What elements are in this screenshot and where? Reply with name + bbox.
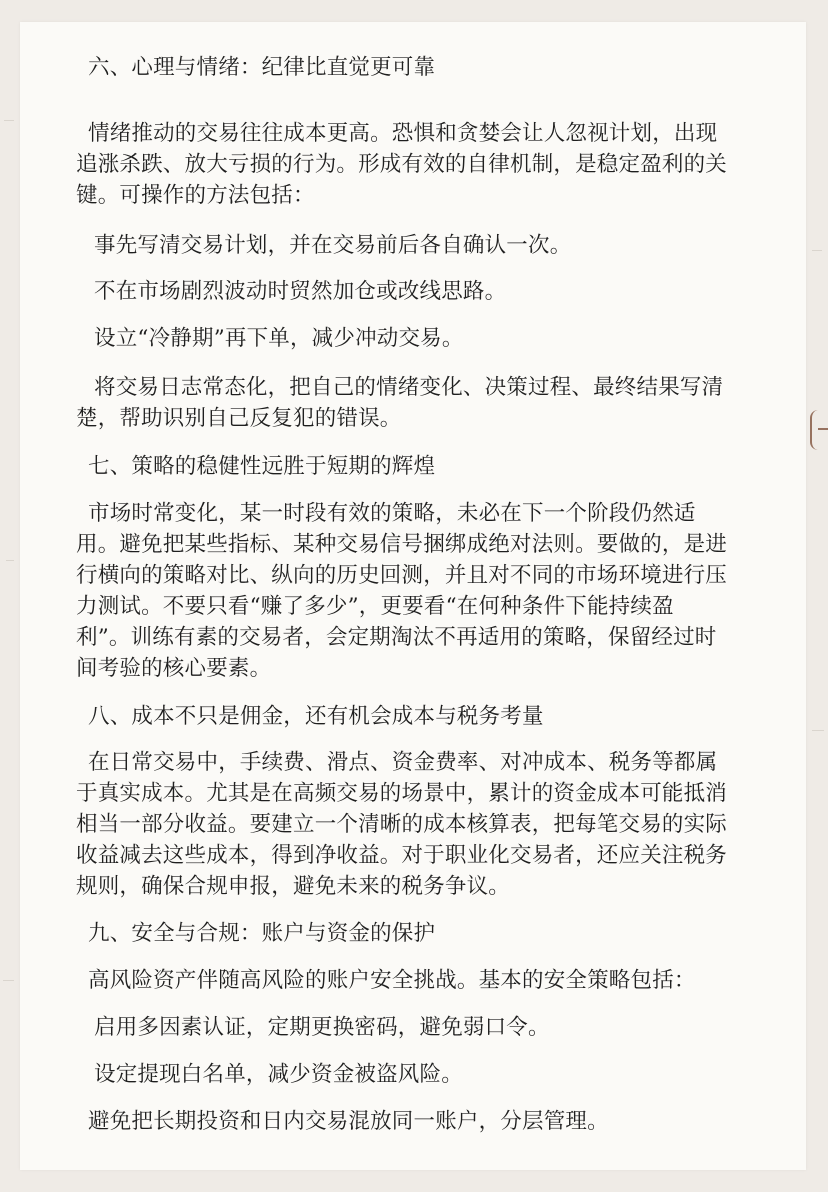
- backdrop-mark: [6, 560, 14, 561]
- list-item-continuation: 楚，帮助识别自己反复犯的错误。: [76, 406, 402, 431]
- list-item: 设定提现白名单，减少资金被盗风险。: [94, 1062, 463, 1087]
- paragraph-line: 在日常交易中，手续费、滑点、资金费率、对冲成本、税务等都属: [88, 750, 718, 775]
- section-heading: 七、策略的稳健性远胜于短期的辉煌: [88, 454, 436, 479]
- section-heading: 八、成本不只是佣金，还有机会成本与税务考量: [88, 704, 544, 729]
- list-item: 不在市场剧烈波动时贸然加仓或改线思路。: [94, 279, 507, 304]
- paragraph-line: 用。避免把某些指标、某种交易信号捆绑成绝对法则。要做的，是进: [76, 532, 728, 557]
- paragraph-line: 高风险资产伴随高风险的账户安全挑战。基本的安全策略包括：: [88, 968, 696, 993]
- paragraph-line: 情绪推动的交易往往成本更高。恐惧和贪婪会让人忽视计划，出现: [88, 121, 718, 146]
- list-item: 启用多因素认证，定期更换密码，避免弱口令。: [94, 1015, 550, 1040]
- document-page: [20, 22, 806, 1170]
- backdrop-mark: [4, 120, 14, 121]
- paragraph-line: 利”。训练有素的交易者，会定期淘汰不再适用的策略，保留经过时: [76, 625, 717, 650]
- list-item: 避免把长期投资和日内交易混放同一账户，分层管理。: [88, 1109, 609, 1134]
- paragraph-line: 行横向的策略对比、纵向的历史回测，并且对不同的市场环境进行压: [76, 563, 728, 588]
- backdrop-mark: [3, 980, 14, 981]
- paragraph-line: 于真实成本。尤其是在高频交易的场景中，累计的资金成本可能抵消: [76, 781, 728, 806]
- section-heading: 六、心理与情绪：纪律比直觉更可靠: [88, 55, 436, 80]
- list-item: 设立“冷静期”再下单，减少冲动交易。: [94, 326, 464, 351]
- paragraph-line: 追涨杀跌、放大亏损的行为。形成有效的自律机制，是稳定盈利的关: [76, 152, 728, 177]
- paragraph-line: 规则，确保合规申报，避免未来的税务争议。: [76, 874, 511, 899]
- paragraph-line: 力测试。不要只看“赚了多少”，更要看“在何种条件下能持续盈: [76, 594, 674, 619]
- paragraph-line: 市场时常变化，某一时段有效的策略，未必在下一个阶段仍然适: [88, 501, 696, 526]
- paragraph-line: 收益减去这些成本，得到净收益。对于职业化交易者，还应关注税务: [76, 843, 728, 868]
- paragraph-line: 相当一部分收益。要建立一个清晰的成本核算表，把每笔交易的实际: [76, 812, 728, 837]
- section-heading: 九、安全与合规：账户与资金的保护: [88, 921, 436, 946]
- list-item: 将交易日志常态化，把自己的情绪变化、决策过程、最终结果写清: [94, 375, 724, 400]
- paragraph-line: 键。可操作的方法包括：: [76, 183, 315, 208]
- list-item: 事先写清交易计划，并在交易前后各自确认一次。: [94, 233, 572, 258]
- paragraph-line: 间考验的核心要素。: [76, 656, 272, 681]
